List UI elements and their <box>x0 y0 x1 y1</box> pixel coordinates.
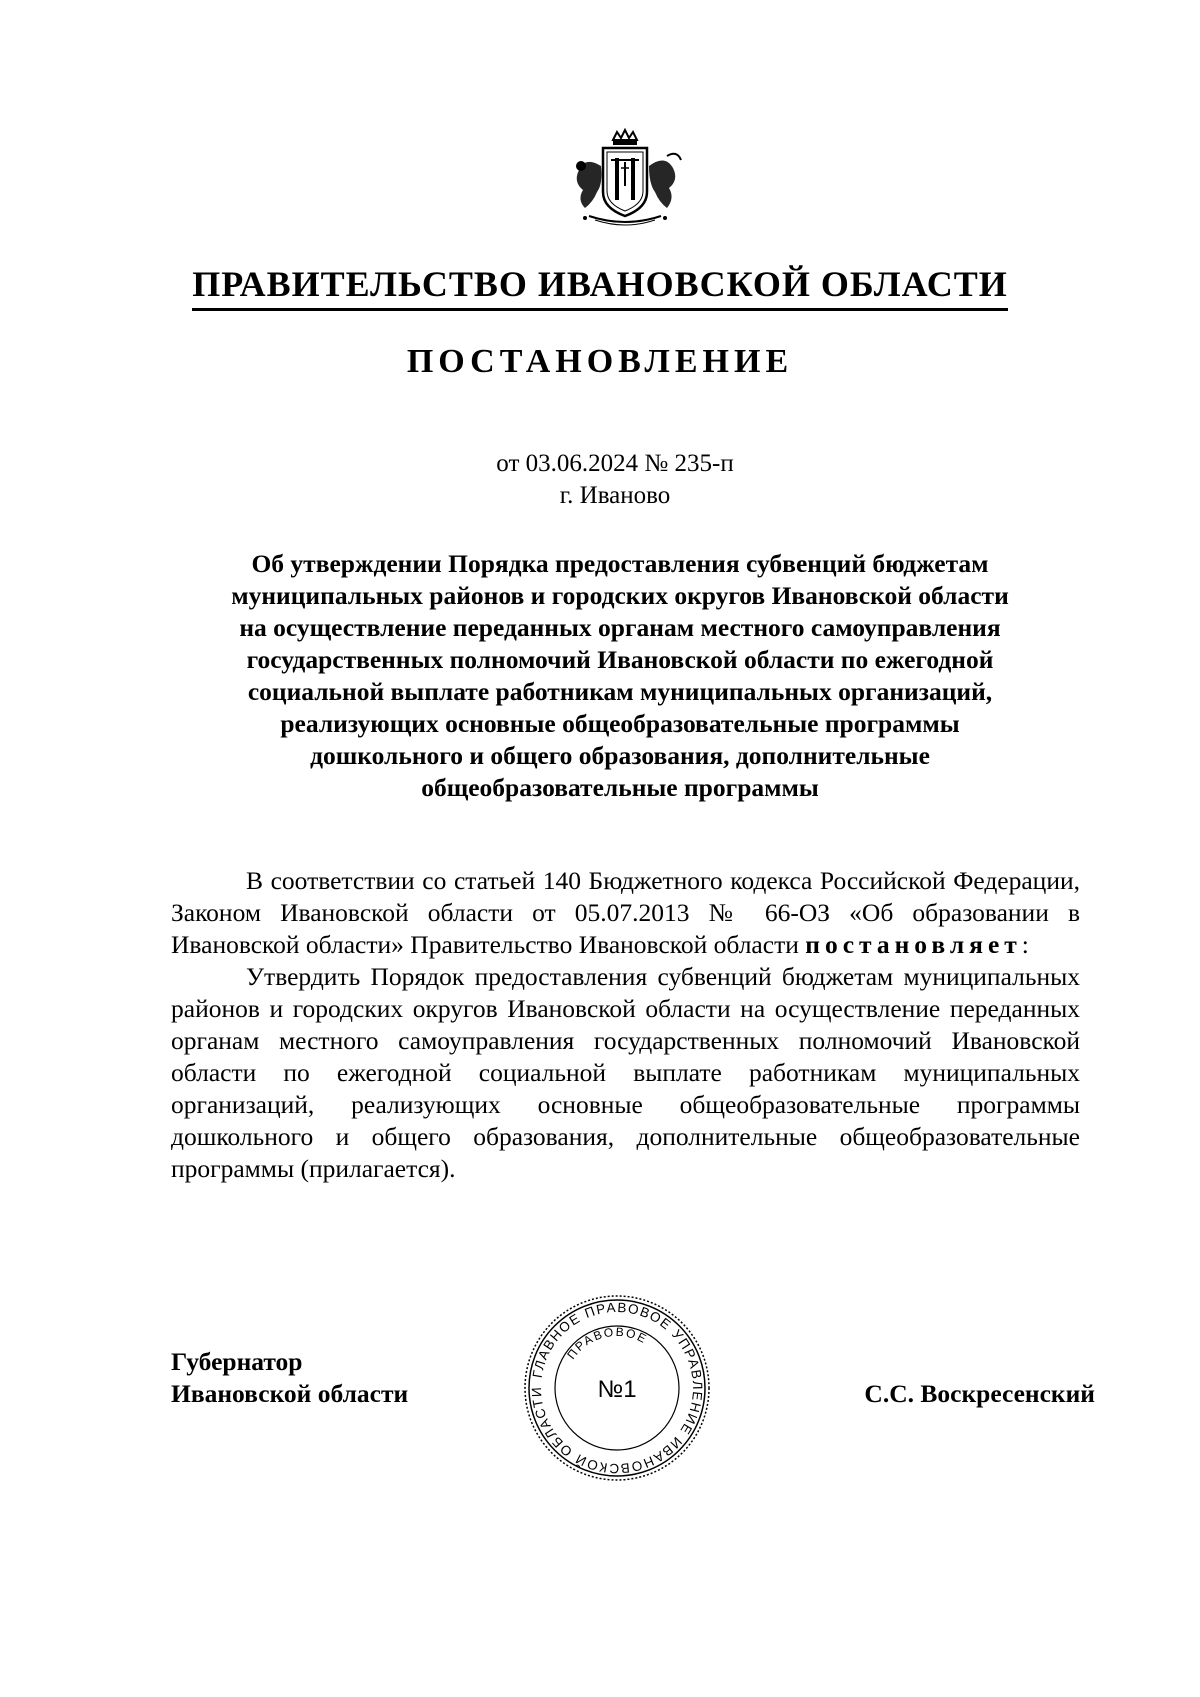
signer-name: С.С. Воскресенский <box>864 1379 1095 1408</box>
stamp-number: №1 <box>597 1376 637 1403</box>
document-type-heading: ПОСТАНОВЛЕНИЕ <box>406 343 794 380</box>
stamp-inner-text: ПРАВОВОЕ <box>564 1324 651 1362</box>
resolves-word: постановляет <box>805 930 1022 959</box>
subject-line: Об утверждении Порядка предоставления субвенций бюджетам <box>251 549 989 578</box>
body-paragraph-decision: Утвердить Порядок предоставления субвенций бюджетам муниципальных районов и городских округов Ивановской области на осуществление переданных органам местного самоуправления государственных полномочий Ивановской области по ежегодной социальной выплате работникам муниципальных организаций, реализующих основные общеобразовательные программы дошкольного и общего образования, дополнительные общеобразовательные программы (прилагается). <box>171 962 1080 1183</box>
document-body <box>171 865 1080 1185</box>
body-paragraph-preamble <box>171 865 1080 961</box>
subject-line: на осуществление переданных органам местного самоуправления <box>239 613 1001 642</box>
org-title <box>0 262 1200 311</box>
date-and-number: от 03.06.2024 № 235-п <box>496 450 734 477</box>
subject-line: социальной выплате работникам муниципальных организаций, <box>247 677 993 706</box>
subject-line: дошкольного и общего образования, дополнительные <box>310 741 930 770</box>
preamble-colon: : <box>1021 930 1029 959</box>
subject-line: муниципальных районов и городских округов Ивановской области <box>231 581 1009 610</box>
signer-position-line2: Ивановской области <box>171 1379 409 1408</box>
document-meta <box>0 448 1200 512</box>
document-subject <box>170 548 1070 804</box>
coat-of-arms-icon <box>555 126 695 232</box>
org-title-text: ПРАВИТЕЛЬСТВО ИВАНОВСКОЙ ОБЛАСТИ <box>192 262 1008 311</box>
official-stamp <box>522 1293 712 1483</box>
preamble-text: В соответствии со статьей 140 Бюджетного кодекса Российской Федерации, Законом Ивановской области от 05.07.2013 № 66-ОЗ «Об образовании в Ивановской области» Правительство Ивановской области <box>171 866 1080 959</box>
signer-position-line1: Губернатор <box>171 1347 303 1376</box>
subject-line: общеобразовательные программы <box>421 773 819 802</box>
stamp-outer-text: ГЛАВНОЕ ПРАВОВОЕ УПРАВЛЕНИЕ ИВАНОВСКОЙ ОБЛАСТИ <box>528 1299 706 1477</box>
subject-line: государственных полномочий Ивановской области по ежегодной <box>246 645 994 674</box>
city: г. Иваново <box>559 482 671 509</box>
subject-line: реализующих основные общеобразовательные программы <box>280 709 960 738</box>
signer-position <box>171 1346 408 1410</box>
